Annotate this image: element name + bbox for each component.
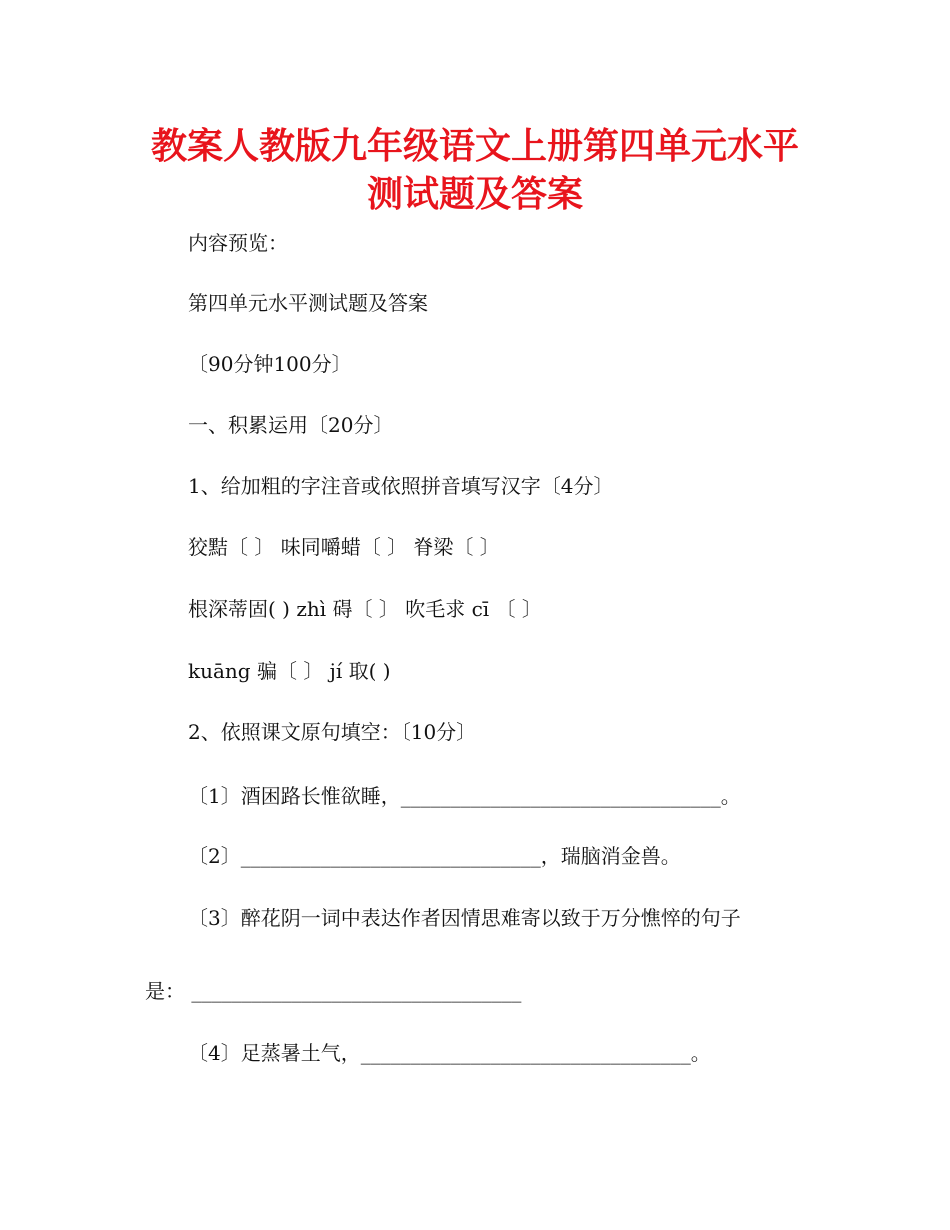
preview-label: 内容预览： (188, 231, 288, 255)
question-1-prompt: 1、给加粗的字注音或依照拼音填写汉字〔4分〕 (188, 474, 614, 498)
question-1-row3: kuāng 骗〔 〕 jí 取( ) (188, 659, 391, 683)
document-title-line2: 测试题及答案 (366, 174, 583, 215)
document-title-line1: 教案人教版九年级语文上册第四单元水平 (150, 126, 799, 167)
subtitle: 第四单元水平测试题及答案 (188, 291, 428, 315)
question-2-item2: 〔2〕______________________________，瑞脑消金兽。 (188, 844, 681, 868)
question-1-row2: 根深蒂固( ) zhì 碍〔 〕 吹毛求 cī 〔 〕 (188, 597, 542, 621)
question-2-prompt: 2、依照课文原句填空：〔10分〕 (188, 720, 477, 744)
section-heading: 一、积累运用〔20分〕 (188, 413, 394, 437)
question-2-item3-line2: 是： _________________________________ (145, 979, 522, 1003)
question-2-item1: 〔1〕酒困路长惟欲睡，________________________________。 (188, 784, 741, 808)
question-2-item4: 〔4〕足蒸暑土气，_________________________________。 (188, 1041, 711, 1065)
time-score: 〔90分钟100分〕 (188, 352, 352, 376)
question-2-item3-line1: 〔3〕醉花阴一词中表达作者因情思难寄以致于万分憔悴的句子 (188, 906, 741, 930)
question-1-row1: 狡黠〔 〕 味同嚼蜡〔 〕 脊梁〔 〕 (188, 535, 500, 559)
